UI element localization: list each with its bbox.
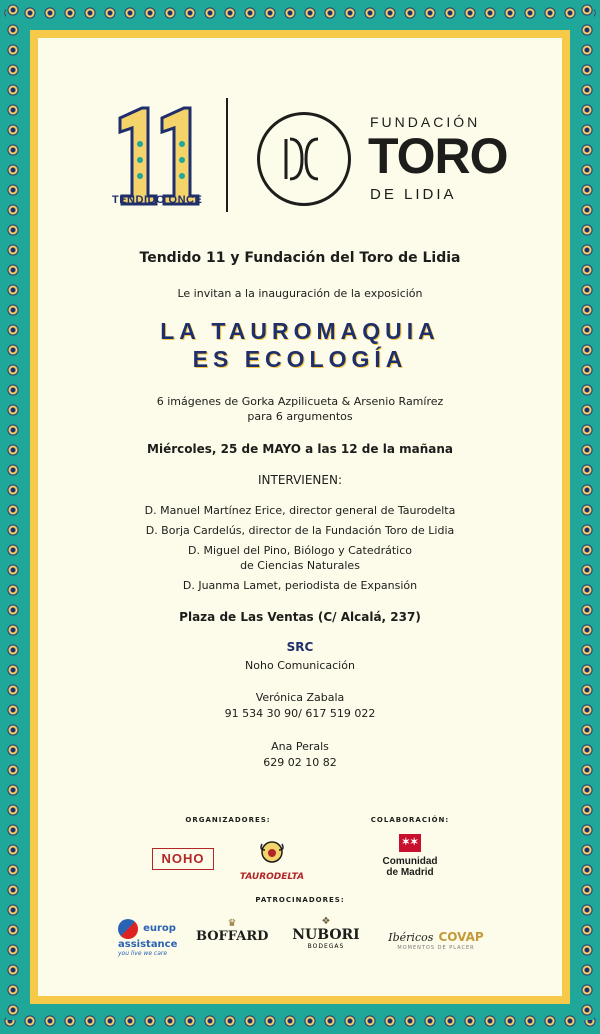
border-tile: [580, 0, 594, 20]
border-tile: [300, 6, 320, 20]
border-tile: [6, 700, 20, 720]
nubori-sub: BODEGAS: [307, 943, 345, 950]
border-tile: [20, 1014, 40, 1028]
border-tile: [6, 500, 20, 520]
border-tile: [580, 280, 594, 300]
border-tile: [400, 6, 420, 20]
border-tile: [580, 620, 594, 640]
contact-phone-1: 91 534 30 90/ 617 519 022: [224, 707, 376, 720]
contact-phone-2: 629 02 10 82: [263, 756, 337, 769]
covap-word: COVAP: [438, 930, 484, 944]
speakers-label: INTERVIENEN:: [257, 473, 343, 487]
border-tile: [6, 80, 20, 100]
border-tile: [500, 1014, 520, 1028]
border-tile: [6, 400, 20, 420]
bottom-tile-row: [0, 1014, 600, 1028]
border-tile: [580, 360, 594, 380]
border-tile: [180, 6, 200, 20]
border-tile: [240, 1014, 260, 1028]
border-tile: [520, 6, 540, 20]
border-tile: [580, 120, 594, 140]
border-tile: [100, 1014, 120, 1028]
border-tile: [6, 760, 20, 780]
border-tile: [580, 780, 594, 800]
europ-word: europ: [143, 923, 176, 934]
border-tile: [580, 560, 594, 580]
border-tile: [6, 320, 20, 340]
border-tile: [580, 160, 594, 180]
border-tile: [580, 700, 594, 720]
src-label: SRC: [286, 640, 314, 654]
border-tile: [140, 1014, 160, 1028]
boffard-word: BOFFARD: [196, 929, 269, 944]
organizers-label: ORGANIZADORES:: [185, 816, 271, 824]
border-tile: [6, 580, 20, 600]
border-tile: [580, 820, 594, 840]
border-tile: [240, 6, 260, 20]
nubori-logo: [290, 916, 362, 950]
border-tile: [180, 1014, 200, 1028]
sponsors-label: PATROCINADORES:: [255, 896, 345, 904]
europ-assistance-logo: [118, 918, 176, 957]
taurodelta-text: TAURODELTA: [239, 872, 305, 882]
border-tile: [6, 0, 20, 20]
border-tile: [580, 920, 594, 940]
border-tile: [580, 440, 594, 460]
noho-logo: NOHO: [152, 848, 214, 870]
border-tile: [6, 460, 20, 480]
contact-person-2: Ana Perals: [271, 740, 329, 753]
border-tile: [220, 6, 240, 20]
speaker-3: D. Miguel del Pino, Biólogo y Catedrático: [188, 544, 412, 557]
border-tile: [6, 140, 20, 160]
madrid-stars-icon: ✶✶: [399, 834, 421, 852]
border-tile: [120, 1014, 140, 1028]
border-tile: [580, 460, 594, 480]
border-tile: [160, 1014, 180, 1028]
border-tile: [6, 420, 20, 440]
border-tile: [60, 6, 80, 20]
border-tile: [280, 6, 300, 20]
border-tile: [100, 6, 120, 20]
de-lidia-word: DE LIDIA: [370, 186, 457, 203]
border-tile: [6, 720, 20, 740]
taurodelta-logo: [236, 838, 308, 882]
border-tile: [580, 380, 594, 400]
border-tile: [340, 1014, 360, 1028]
subtitle-line-1: 6 imágenes de Gorka Azpilicueta & Arsenio Ramírez: [156, 395, 444, 408]
border-tile: [160, 6, 180, 20]
border-tile: [580, 740, 594, 760]
border-tile: [560, 1014, 580, 1028]
border-tile: [580, 760, 594, 780]
right-tile-col: [580, 0, 594, 1034]
border-tile: [580, 140, 594, 160]
border-tile: [440, 6, 460, 20]
sponsors-row: [38, 908, 562, 972]
contact-person-1: Verónica Zabala: [255, 691, 345, 704]
ibericos-covap-logo: [388, 926, 484, 951]
border-tile: [140, 6, 160, 20]
border-tile: [300, 1014, 320, 1028]
border-tile: [6, 640, 20, 660]
border-tile: [6, 20, 20, 40]
border-tile: [580, 80, 594, 100]
border-tile: [6, 100, 20, 120]
border-tile: [320, 1014, 340, 1028]
border-tile: [6, 300, 20, 320]
ibericos-word: Ibéricos: [388, 931, 434, 944]
border-tile: [6, 520, 20, 540]
comunidad-madrid-logo: [374, 834, 446, 878]
speaker-1: D. Manuel Martínez Erice, director general de Taurodelta: [144, 504, 456, 517]
border-tile: [6, 860, 20, 880]
border-tile: [260, 1014, 280, 1028]
border-tile: [6, 560, 20, 580]
border-tile: [200, 1014, 220, 1028]
border-tile: [6, 820, 20, 840]
border-tile: [6, 360, 20, 380]
border-tile: [6, 660, 20, 680]
border-tile: [580, 480, 594, 500]
border-tile: [6, 600, 20, 620]
border-tile: [6, 380, 20, 400]
dl-monogram-icon: [260, 115, 348, 203]
fundacion-word: FUNDACIÓN: [370, 114, 481, 130]
border-tile: [580, 600, 594, 620]
border-tile: [580, 880, 594, 900]
border-tile: [380, 6, 400, 20]
border-tile: [80, 6, 100, 20]
border-tile: [480, 6, 500, 20]
collaboration-label: COLABORACIÓN:: [370, 816, 450, 824]
border-tile: [580, 240, 594, 260]
boffard-crest-icon: ♛: [227, 918, 237, 929]
bull-head-icon: [257, 838, 287, 866]
border-tile: [520, 1014, 540, 1028]
border-tile: [6, 440, 20, 460]
border-tile: [460, 6, 480, 20]
hosts-line: Tendido 11 y Fundación del Toro de Lidia: [139, 250, 461, 266]
boffard-logo: [196, 918, 268, 944]
left-tile-col: [6, 0, 20, 1034]
border-tile: [120, 6, 140, 20]
border-tile: [6, 160, 20, 180]
border-tile: [80, 1014, 100, 1028]
border-tile: [580, 500, 594, 520]
border-tile: [580, 640, 594, 660]
border-tile: [200, 6, 220, 20]
border-tile: [6, 780, 20, 800]
border-tile: [580, 320, 594, 340]
border-tile: [6, 920, 20, 940]
speaker-2: D. Borja Cardelús, director de la Fundación Toro de Lidia: [145, 524, 455, 537]
border-tile: [360, 6, 380, 20]
border-tile: [580, 260, 594, 280]
border-tile: [580, 40, 594, 60]
border-tile: [580, 420, 594, 440]
border-tile: [6, 800, 20, 820]
border-tile: [420, 6, 440, 20]
border-tile: [560, 6, 580, 20]
tendido-once-label: TENDIDO ONCE: [112, 194, 203, 206]
border-tile: [6, 480, 20, 500]
border-tile: [20, 6, 40, 20]
border-tile: [580, 980, 594, 1000]
border-tile: [580, 100, 594, 120]
border-tile: [580, 200, 594, 220]
nubori-word: NUBORI: [292, 927, 360, 943]
border-tile: [580, 340, 594, 360]
event-date: Miércoles, 25 de MAYO a las 12 de la mañana: [147, 442, 453, 456]
border-tile: [580, 400, 594, 420]
comunidad-line-1: Comunidad: [382, 856, 438, 867]
border-tile: [580, 840, 594, 860]
europ-globe-icon: [118, 919, 138, 939]
agency-name: Noho Comunicación: [245, 659, 355, 672]
border-tile: [580, 20, 594, 40]
border-tile: [6, 280, 20, 300]
exhibition-title-1: LA TAUROMAQUIA: [160, 318, 440, 344]
border-tile: [580, 520, 594, 540]
border-tile: [6, 880, 20, 900]
speaker-3-cont: de Ciencias Naturales: [240, 559, 360, 572]
border-tile: [6, 180, 20, 200]
comunidad-line-2: de Madrid: [386, 867, 434, 878]
border-tile: [460, 1014, 480, 1028]
toro-word: TORO: [368, 128, 508, 184]
border-tile: [6, 40, 20, 60]
border-tile: [580, 860, 594, 880]
border-tile: [580, 580, 594, 600]
border-tile: [6, 220, 20, 240]
border-tile: [6, 340, 20, 360]
border-tile: [6, 540, 20, 560]
border-tile: [6, 740, 20, 760]
border-tile: [580, 540, 594, 560]
invitation-card: [38, 38, 562, 996]
border-tile: [40, 1014, 60, 1028]
border-tile: [6, 840, 20, 860]
border-tile: [580, 680, 594, 700]
venue: Plaza de Las Ventas (C/ Alcalá, 237): [179, 610, 421, 624]
border-tile: [6, 900, 20, 920]
border-tile: [580, 1000, 594, 1020]
border-tile: [6, 260, 20, 280]
border-tile: [6, 620, 20, 640]
border-tile: [420, 1014, 440, 1028]
border-tile: [60, 1014, 80, 1028]
border-tile: [320, 6, 340, 20]
border-tile: [6, 680, 20, 700]
border-tile: [6, 240, 20, 260]
toro-lidia-emblem: [257, 112, 351, 206]
covap-sub: MOMENTOS DE PLACER: [397, 945, 475, 951]
logo-divider: [226, 98, 228, 212]
border-tile: [440, 1014, 460, 1028]
intro-line: Le invitan a la inauguración de la exposición: [177, 287, 423, 300]
border-tile: [6, 960, 20, 980]
speaker-4: D. Juanma Lamet, periodista de Expansión: [182, 579, 418, 592]
border-tile: [6, 200, 20, 220]
border-tile: [580, 720, 594, 740]
border-tile: [6, 120, 20, 140]
border-tile: [340, 6, 360, 20]
border-tile: [6, 940, 20, 960]
border-tile: [500, 6, 520, 20]
border-tile: [580, 60, 594, 80]
europ-tagline: you live we care: [118, 949, 168, 957]
nubori-crest-icon: ❖: [321, 916, 331, 927]
top-tile-row: [0, 6, 600, 20]
border-tile: [400, 1014, 420, 1028]
border-tile: [6, 980, 20, 1000]
border-tile: [220, 1014, 240, 1028]
border-tile: [580, 940, 594, 960]
border-tile: [480, 1014, 500, 1028]
border-tile: [540, 6, 560, 20]
border-tile: [280, 1014, 300, 1028]
border-tile: [580, 300, 594, 320]
border-tile: [540, 1014, 560, 1028]
border-tile: [580, 660, 594, 680]
border-tile: [580, 800, 594, 820]
border-tile: [6, 60, 20, 80]
border-tile: [580, 960, 594, 980]
exhibition-title-2: ES ECOLOGÍA: [192, 346, 408, 372]
subtitle-line-2: para 6 argumentos: [247, 410, 353, 423]
border-tile: [40, 6, 60, 20]
border-tile: [360, 1014, 380, 1028]
border-tile: [580, 220, 594, 240]
border-tile: [6, 1000, 20, 1020]
border-tile: [380, 1014, 400, 1028]
border-tile: [260, 6, 280, 20]
border-tile: [580, 900, 594, 920]
assistance-word: assistance: [118, 938, 178, 950]
border-tile: [580, 180, 594, 200]
